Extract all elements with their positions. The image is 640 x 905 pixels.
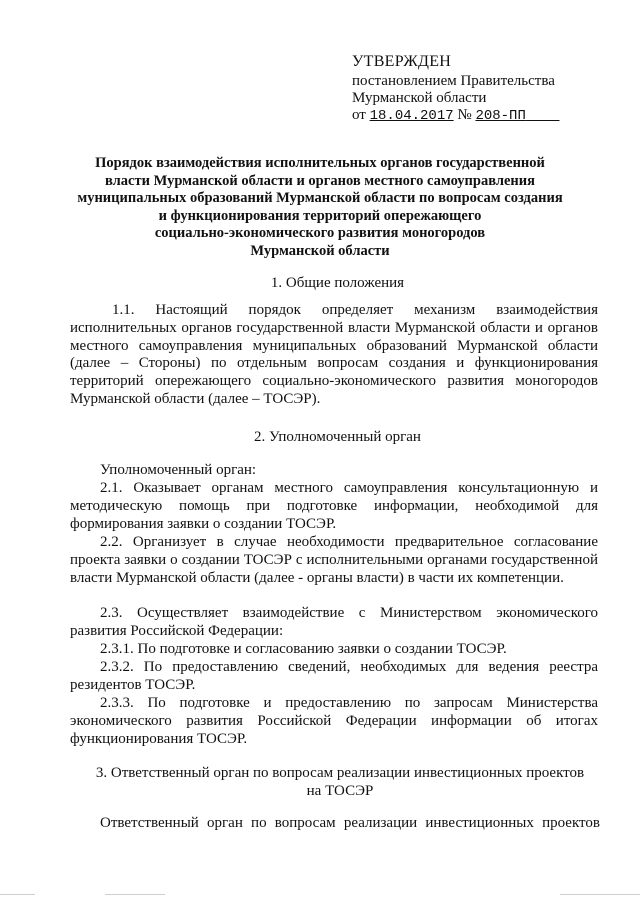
document-title: [70, 155, 570, 260]
approval-line-1: постановлением Правительства: [352, 73, 555, 89]
paragraph-2-3-3: 2.3.3. По подготовке и предоставлению по запросам Министерства экономического развития Российской Федерации информации об итогах функционирования ТОСЭР.: [70, 695, 598, 747]
approval-stamp: [352, 52, 602, 125]
scan-edge-line-left: [0, 894, 35, 895]
date-prefix: от: [352, 107, 366, 123]
title-line-5: социально-экономического развития моногородов: [154, 225, 486, 241]
approval-date: 18.04.2017: [369, 108, 454, 124]
section-3-heading-line-2: на ТОСЭР: [306, 783, 374, 799]
title-line-3: муниципальных образований Мурманской области по вопросам создания: [77, 190, 563, 206]
title-line-6: Мурманской области: [250, 242, 390, 259]
paragraph-2-1: 2.1. Оказывает органам местного самоуправления консультационную и методическую помощь при подготовке информации, необходимой для формирования заявки о создании ТОСЭР.: [70, 480, 598, 532]
section-2-heading: 2. Уполномоченный орган: [254, 429, 421, 445]
section-3-heading-line-1: 3. Ответственный орган по вопросам реализации инвестиционных проектов: [95, 765, 585, 781]
title-line-2: власти Мурманской области и органов местного самоуправления: [105, 172, 535, 189]
approved-label: УТВЕРЖДЕН: [352, 53, 452, 70]
scan-edge-line-center: [105, 894, 165, 895]
approval-line-2: Мурманской области: [352, 90, 487, 106]
paragraph-2-3-1: 2.3.1. По подготовке и согласованию заявки о создании ТОСЭР.: [100, 641, 507, 657]
paragraph-3-1: Ответственный орган по вопросам реализации инвестиционных проектов: [100, 815, 600, 831]
section-1-heading: 1. Общие положения: [270, 275, 405, 291]
approval-date-line: [352, 107, 602, 125]
paragraph-2-3: 2.3. Осуществляет взаимодействие с Министерством экономического развития Российской Федерации:: [70, 605, 598, 639]
section-3-heading: [70, 764, 610, 800]
paragraph-2-intro: Уполномоченный орган:: [100, 462, 257, 478]
title-line-1: Порядок взаимодействия исполнительных органов государственной: [95, 155, 545, 171]
paragraph-2-3-2: 2.3.2. По предоставлению сведений, необходимых для ведения реестра резидентов ТОСЭР.: [70, 659, 598, 693]
approval-number: 208-ПП: [475, 108, 526, 124]
title-line-4: и функционирования территорий опережающего: [158, 207, 482, 224]
scan-edge-line-right: [560, 894, 640, 895]
paragraph-2-2: 2.2. Организует в случае необходимости предварительное согласование проекта заявки о создании ТОСЭР с исполнительными органами государственной власти Мурманской области (далее - органы власти) в части их компетенции.: [70, 534, 598, 586]
paragraph-1-1: 1.1. Настоящий порядок определяет механизм взаимодействия исполнительных органов государственной власти Мурманской области и органов местного самоуправления муниципальных образований Мурманской области (далее – Стороны) по отдельным вопросам создания и функционирования территорий опережающего социально-экономического развития моногородов Мурманской области (далее – ТОСЭР).: [70, 302, 598, 407]
number-prefix: №: [457, 107, 472, 123]
